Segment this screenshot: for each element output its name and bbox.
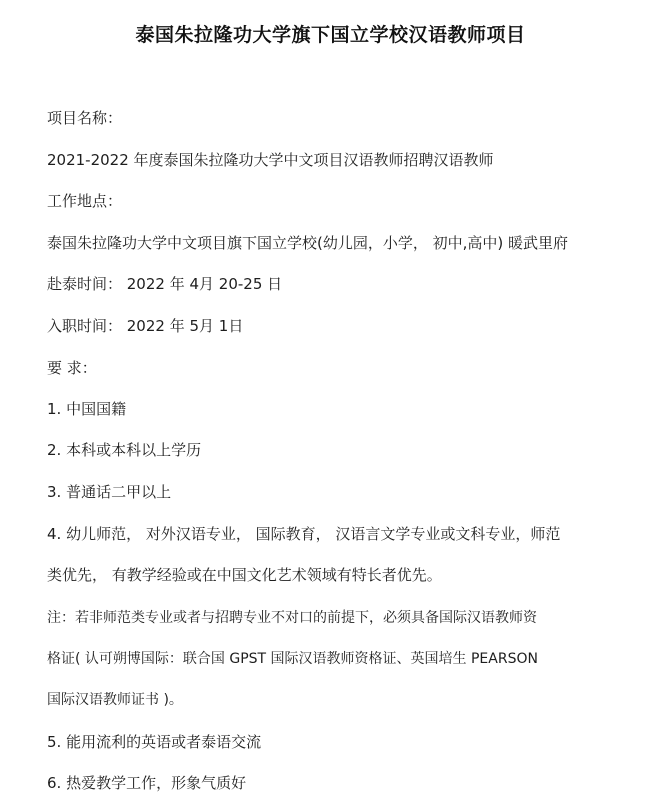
arrival-time: 赴泰时间： 2022 年 4月 20-25 日 (47, 275, 283, 293)
location-label: 工作地点： (47, 192, 123, 210)
project-value: 2021-2022 年度泰国朱拉隆功大学中文项目汉语教师招聘汉语教师 (47, 151, 494, 169)
requirement-4-line-1: 4. 幼儿师范， 对外汉语专业， 国际教育， 汉语言文学专业或文科专业，师范 (47, 525, 561, 543)
project-label: 项目名称： (47, 109, 123, 127)
note-line-3: 国际汉语教师证书 )。 (47, 692, 183, 708)
document-title: 泰国朱拉隆功大学旗下国立学校汉语教师项目 (135, 24, 526, 46)
requirement-4-line-2: 类优先， 有教学经验或在中国文化艺术领域有特长者优先。 (47, 566, 442, 584)
note-line-1: 注：若非师范类专业或者与招聘专业不对口的前提下，必须具备国际汉语教师资 (47, 610, 537, 626)
note-line-2: 格证( 认可朔博国际：联合国 GPST 国际汉语教师资格证、英国培生 PEARSON (47, 651, 538, 667)
requirement-6: 6. 热爱教学工作，形象气质好 (47, 774, 247, 792)
requirement-5: 5. 能用流利的英语或者泰语交流 (47, 733, 262, 751)
requirement-2: 2. 本科或本科以上学历 (47, 441, 202, 459)
requirements-label: 要 求： (47, 359, 97, 377)
start-time: 入职时间： 2022 年 5月 1日 (47, 317, 244, 335)
requirement-3: 3. 普通话二甲以上 (47, 483, 172, 501)
requirement-1: 1. 中国国籍 (47, 400, 127, 418)
location-value: 泰国朱拉隆功大学中文项目旗下国立学校(幼儿园，小学， 初中,高中) 暖武里府 (47, 234, 569, 252)
